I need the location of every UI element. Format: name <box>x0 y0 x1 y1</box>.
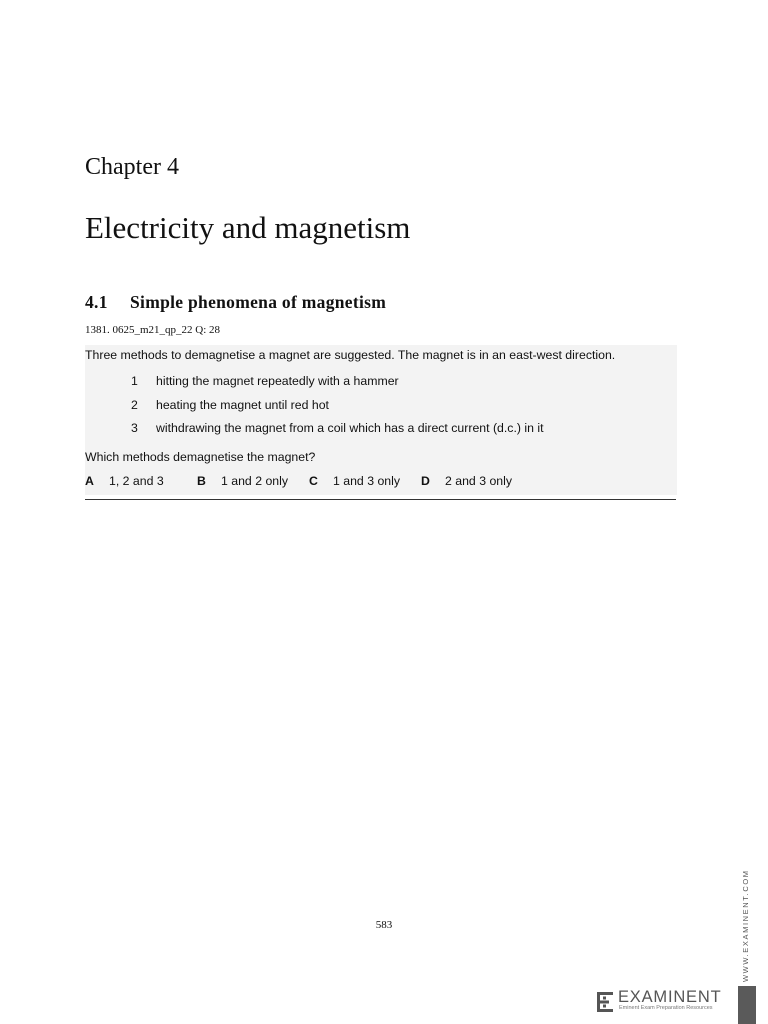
option-text: 1 and 2 only <box>221 474 289 488</box>
method-number: 2 <box>131 398 138 412</box>
side-url <box>741 869 751 982</box>
option-text: 1 and 3 only <box>333 474 401 488</box>
method-text: hitting the magnet repeatedly with a hammer <box>156 374 399 388</box>
option-letter: C <box>309 474 318 488</box>
logo-tagline: Eminent Exam Preparation Resources <box>619 1005 713 1011</box>
option-text: 1, 2 and 3 <box>109 474 164 488</box>
section-number: 4.1 <box>85 292 108 312</box>
question-stem: Three methods to demagnetise a magnet are suggested. The magnet is in an east-west direction. <box>85 348 616 362</box>
side-bar <box>738 986 756 1024</box>
method-number: 3 <box>131 421 138 435</box>
option-text: 2 and 3 only <box>445 474 513 488</box>
examinent-logo-icon <box>596 990 616 1014</box>
option-letter: D <box>421 474 430 488</box>
answer-option-d <box>421 474 512 488</box>
question-divider <box>85 499 676 500</box>
answer-option-a <box>85 474 164 488</box>
section-title: Simple phenomena of magnetism <box>130 292 387 312</box>
answer-option-b <box>197 474 288 488</box>
question-panel <box>85 345 677 495</box>
chapter-label: Chapter 4 <box>85 154 179 180</box>
option-letter: A <box>85 474 94 488</box>
page-number: 583 <box>375 919 393 931</box>
chapter-title: Electricity and magnetism <box>85 210 411 245</box>
side-url-text: WWW.EXAMINENT.COM <box>741 869 750 982</box>
option-letter: B <box>197 474 206 488</box>
examinent-logo <box>596 990 736 1020</box>
method-text: heating the magnet until red hot <box>156 398 329 412</box>
logo-name: EXAMINENT <box>618 988 722 1006</box>
method-number: 1 <box>131 374 138 388</box>
question-prompt: Which methods demagnetise the magnet? <box>85 450 316 464</box>
answer-option-c <box>309 474 400 488</box>
question-reference: 1381. 0625_m21_qp_22 Q: 28 <box>85 324 221 336</box>
section-heading <box>85 292 386 313</box>
method-text: withdrawing the magnet from a coil which has a direct current (d.c.) in it <box>156 421 544 435</box>
